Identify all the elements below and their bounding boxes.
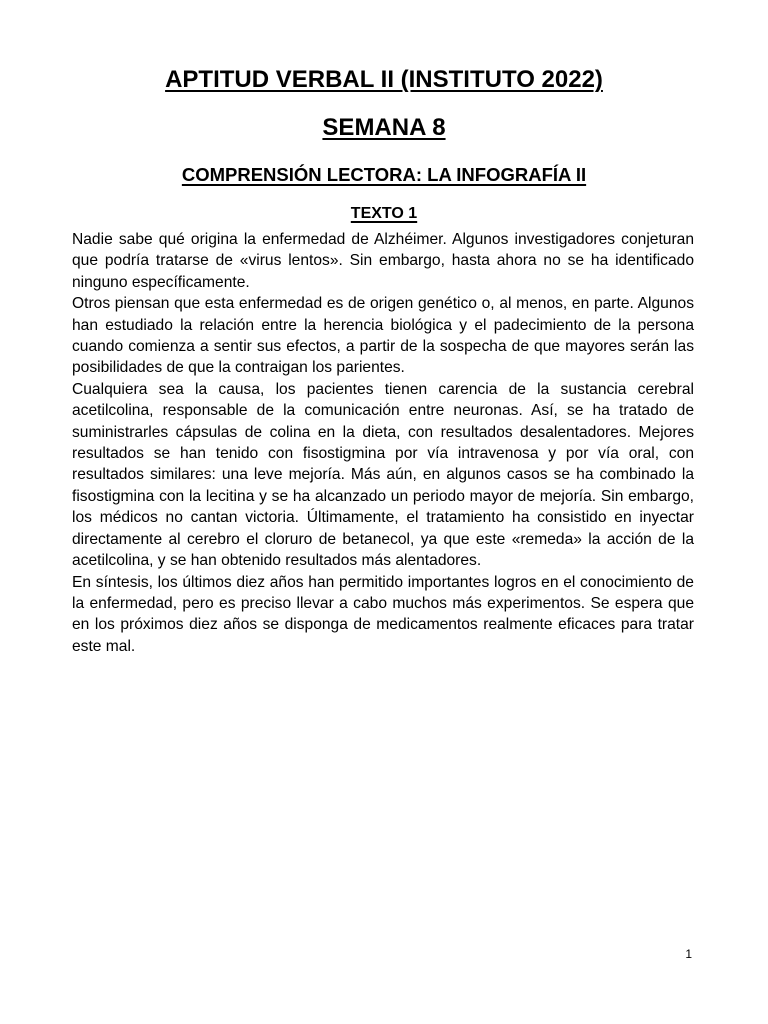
body-text xyxy=(72,229,694,657)
paragraph-2: Otros piensan que esta enfermedad es de origen genético o, al menos, en parte. Algunos han estudiado la relación entre la herencia biológica y el padecimiento de la persona cuando comienza a sentir sus efectos, a partir de la sospecha de que mayores serán las posibilidades de que la contraigan los parientes. xyxy=(72,295,694,377)
paragraph-3: Cualquiera sea la causa, los pacientes tienen carencia de la sustancia cerebral acetilcolina, responsable de la comunicación entre neuronas. Así, se ha tratado de suministrarles cápsulas de colina en la dieta, con resultados desalentadores. Mejores resultados se han tenido con fisostigmina por vía intravenosa y por vía oral, con resultados similares: una leve mejoría. Más aún, en algunos casos se ha combinado la fisostigmina con la lecitina y se ha alcanzado un periodo mayor de mejoría. Sin embargo, los médicos no cantan victoria. Últimamente, el tratamiento ha consistido en inyectar directamente al cerebro el cloruro de betanecol, ya que este «remeda» la acción de la acetilcolina, y se han obtenido resultados más alentadores. xyxy=(72,380,694,570)
paragraph-4: En síntesis, los últimos diez años han permitido importantes logros en el conocimiento de la enfermedad, pero es preciso llevar a cabo muchos más experimentos. Se espera que en los próximos diez años se disponga de medicamentos realmente eficaces para tratar este mal. xyxy=(72,573,694,655)
page-number: 1 xyxy=(685,947,692,961)
document-title: APTITUD VERBAL II (INSTITUTO 2022) xyxy=(165,66,603,93)
paragraph-1: Nadie sabe qué origina la enfermedad de Alzhéimer. Algunos investigadores conjeturan que podría tratarse de «virus lentos». Sin embargo, hasta ahora no se ha identificado ninguno específicamente. xyxy=(72,231,694,291)
text-heading: TEXTO 1 xyxy=(350,205,418,222)
topic-heading: COMPRENSIÓN LECTORA: LA INFOGRAFÍA II xyxy=(181,164,587,185)
week-heading: SEMANA 8 xyxy=(322,114,446,141)
